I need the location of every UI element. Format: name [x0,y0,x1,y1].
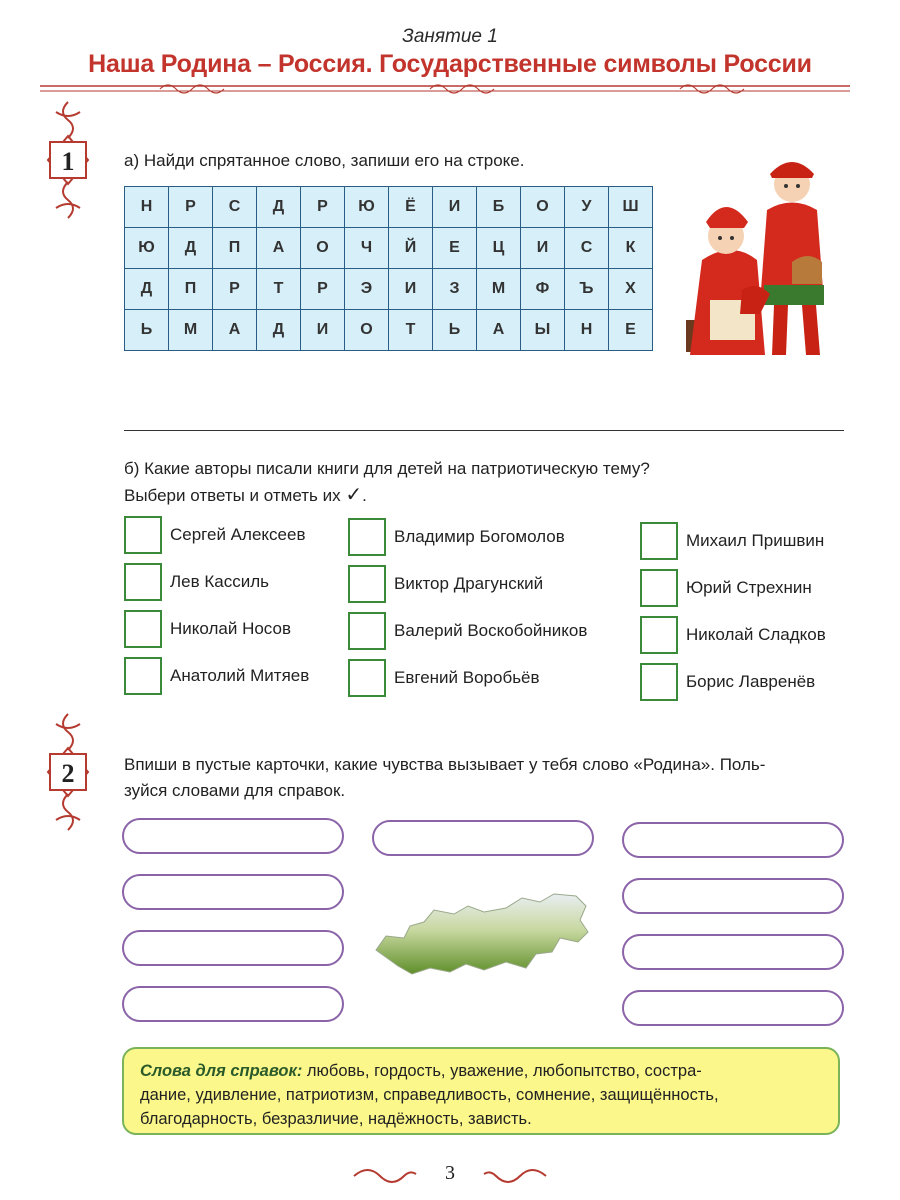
ornament-right [482,1160,548,1190]
question-b-line1: б) Какие авторы писали книги для детей на патриотическую тему? [124,459,650,478]
author-checkbox[interactable] [124,516,162,554]
task2-question-line2: зуйся словами для справок. [124,781,346,800]
author-option[interactable] [124,655,309,697]
author-name: Владимир Богомолов [394,527,565,546]
author-name: Анатолий Митяев [170,666,310,685]
grid-cell[interactable]: Й [389,228,433,269]
grid-cell[interactable]: И [433,187,477,228]
grid-cell[interactable]: З [433,269,477,310]
author-name: Юрий Стрехнин [686,578,812,597]
grid-cell[interactable]: Т [389,310,433,351]
author-name: Николай Носов [170,619,291,638]
author-option[interactable] [124,561,309,603]
reference-line-1 [140,1059,822,1083]
feeling-card[interactable] [372,820,594,856]
author-option[interactable] [640,520,826,562]
grid-row [125,187,653,228]
grid-cell[interactable]: Б [477,187,521,228]
grid-cell[interactable]: П [169,269,213,310]
author-option[interactable] [348,610,587,652]
author-option[interactable] [124,608,309,650]
reference-words-box [122,1047,840,1135]
author-name: Михаил Пришвин [686,531,825,550]
grid-cell[interactable]: И [389,269,433,310]
grid-cell[interactable]: Ч [345,228,389,269]
author-checkbox[interactable] [124,610,162,648]
grid-cell[interactable]: И [521,228,565,269]
author-option[interactable] [640,614,826,656]
grid-cell[interactable]: Ц [477,228,521,269]
russia-map-image [372,888,596,984]
grid-cell[interactable]: Е [609,310,653,351]
grid-cell[interactable]: Е [433,228,477,269]
feeling-card[interactable] [122,818,344,854]
author-checkbox[interactable] [124,657,162,695]
grid-cell[interactable]: Ы [521,310,565,351]
grid-cell[interactable]: М [477,269,521,310]
task-number-badge [38,100,98,220]
task2-question-line1: Впиши в пустые карточки, какие чувства вызывает у тебя слово «Родина». Поль- [124,755,766,774]
grid-cell[interactable]: Н [125,187,169,228]
grid-row [125,269,653,310]
question-a: а) Найди спрятанное слово, запиши его на строке. [124,151,525,170]
grid-cell[interactable]: Т [257,269,301,310]
grid-cell[interactable]: Ё [389,187,433,228]
author-checkbox[interactable] [640,569,678,607]
grid-cell[interactable]: Р [169,187,213,228]
task-number-badge [38,712,98,832]
grid-cell[interactable]: Ю [345,187,389,228]
grid-cell[interactable]: Д [169,228,213,269]
author-checkbox[interactable] [124,563,162,601]
grid-cell[interactable]: Р [301,269,345,310]
grid-cell[interactable]: Ф [521,269,565,310]
author-checkbox[interactable] [640,663,678,701]
author-checkbox[interactable] [348,565,386,603]
children-illustration [682,150,852,365]
author-name: Виктор Драгунский [394,574,544,593]
authors-column-1 [124,514,309,702]
task-number: 2 [61,759,75,788]
ornament-divider [40,82,850,96]
grid-cell[interactable]: М [169,310,213,351]
grid-cell[interactable]: Р [301,187,345,228]
feeling-card[interactable] [622,934,844,970]
author-name: Борис Лавренёв [686,672,816,691]
lesson-label: Занятие 1 [402,26,498,47]
author-option[interactable] [348,563,587,605]
author-option[interactable] [348,657,587,699]
page-number: 3 [445,1162,455,1184]
author-option[interactable] [640,661,826,703]
author-option[interactable] [640,567,826,609]
reference-heading: Слова для справок: [140,1062,303,1080]
grid-cell[interactable]: А [213,310,257,351]
author-checkbox[interactable] [640,522,678,560]
author-name: Лев Кассиль [170,572,269,591]
question-b-end: . [362,486,367,505]
grid-cell[interactable]: Ь [433,310,477,351]
grid-cell[interactable]: И [301,310,345,351]
grid-row [125,310,653,351]
reference-line-3: благодарность, безразличие, надёжность, зависть. [140,1110,532,1128]
reference-line-2: дание, удивление, патриотизм, справедливость, сомнение, защищённость, [140,1086,719,1104]
grid-cell[interactable]: О [345,310,389,351]
grid-cell[interactable]: О [521,187,565,228]
grid-cell[interactable]: Д [125,269,169,310]
grid-cell[interactable]: Р [213,269,257,310]
authors-column-3 [640,520,826,708]
grid-cell[interactable]: С [213,187,257,228]
page-title: Наша Родина – Россия. Государственные символы России [88,50,812,78]
grid-cell[interactable]: Э [345,269,389,310]
answer-line[interactable] [124,430,844,431]
question-b-line2 [124,482,367,509]
question-b-text: Выбери ответы и отметь их [124,486,341,505]
checkmark-icon: ✓ [345,484,363,506]
grid-cell[interactable]: О [301,228,345,269]
grid-cell[interactable]: Н [565,310,609,351]
feeling-card[interactable] [622,822,844,858]
grid-cell[interactable]: Ъ [565,269,609,310]
authors-column-2 [348,516,587,704]
grid-cell[interactable]: У [565,187,609,228]
grid-cell[interactable]: А [257,228,301,269]
grid-cell[interactable]: Ю [125,228,169,269]
feeling-card[interactable] [622,990,844,1026]
feeling-card[interactable] [122,986,344,1022]
grid-cell[interactable]: Ь [125,310,169,351]
author-checkbox[interactable] [348,612,386,650]
author-checkbox[interactable] [640,616,678,654]
reference-text: любовь, гордость, уважение, любопытство, состра- [302,1062,702,1080]
author-option[interactable] [124,514,309,556]
author-checkbox[interactable] [348,659,386,697]
grid-row [125,228,653,269]
feeling-card[interactable] [122,874,344,910]
author-name: Валерий Воскобойников [394,621,588,640]
grid-cell[interactable]: Ш [609,187,653,228]
grid-cell[interactable]: К [609,228,653,269]
task-number: 1 [61,147,75,176]
grid-cell[interactable]: Д [257,310,301,351]
grid-cell[interactable]: П [213,228,257,269]
grid-cell[interactable]: А [477,310,521,351]
feeling-card[interactable] [122,930,344,966]
grid-cell[interactable]: Д [257,187,301,228]
author-name: Евгений Воробьёв [394,668,540,687]
grid-cell[interactable]: Х [609,269,653,310]
author-checkbox[interactable] [348,518,386,556]
author-name: Николай Сладков [686,625,826,644]
author-option[interactable] [348,516,587,558]
grid-cell[interactable]: С [565,228,609,269]
author-name: Сергей Алексеев [170,525,306,544]
hidden-word-grid [124,186,653,351]
feeling-card[interactable] [622,878,844,914]
